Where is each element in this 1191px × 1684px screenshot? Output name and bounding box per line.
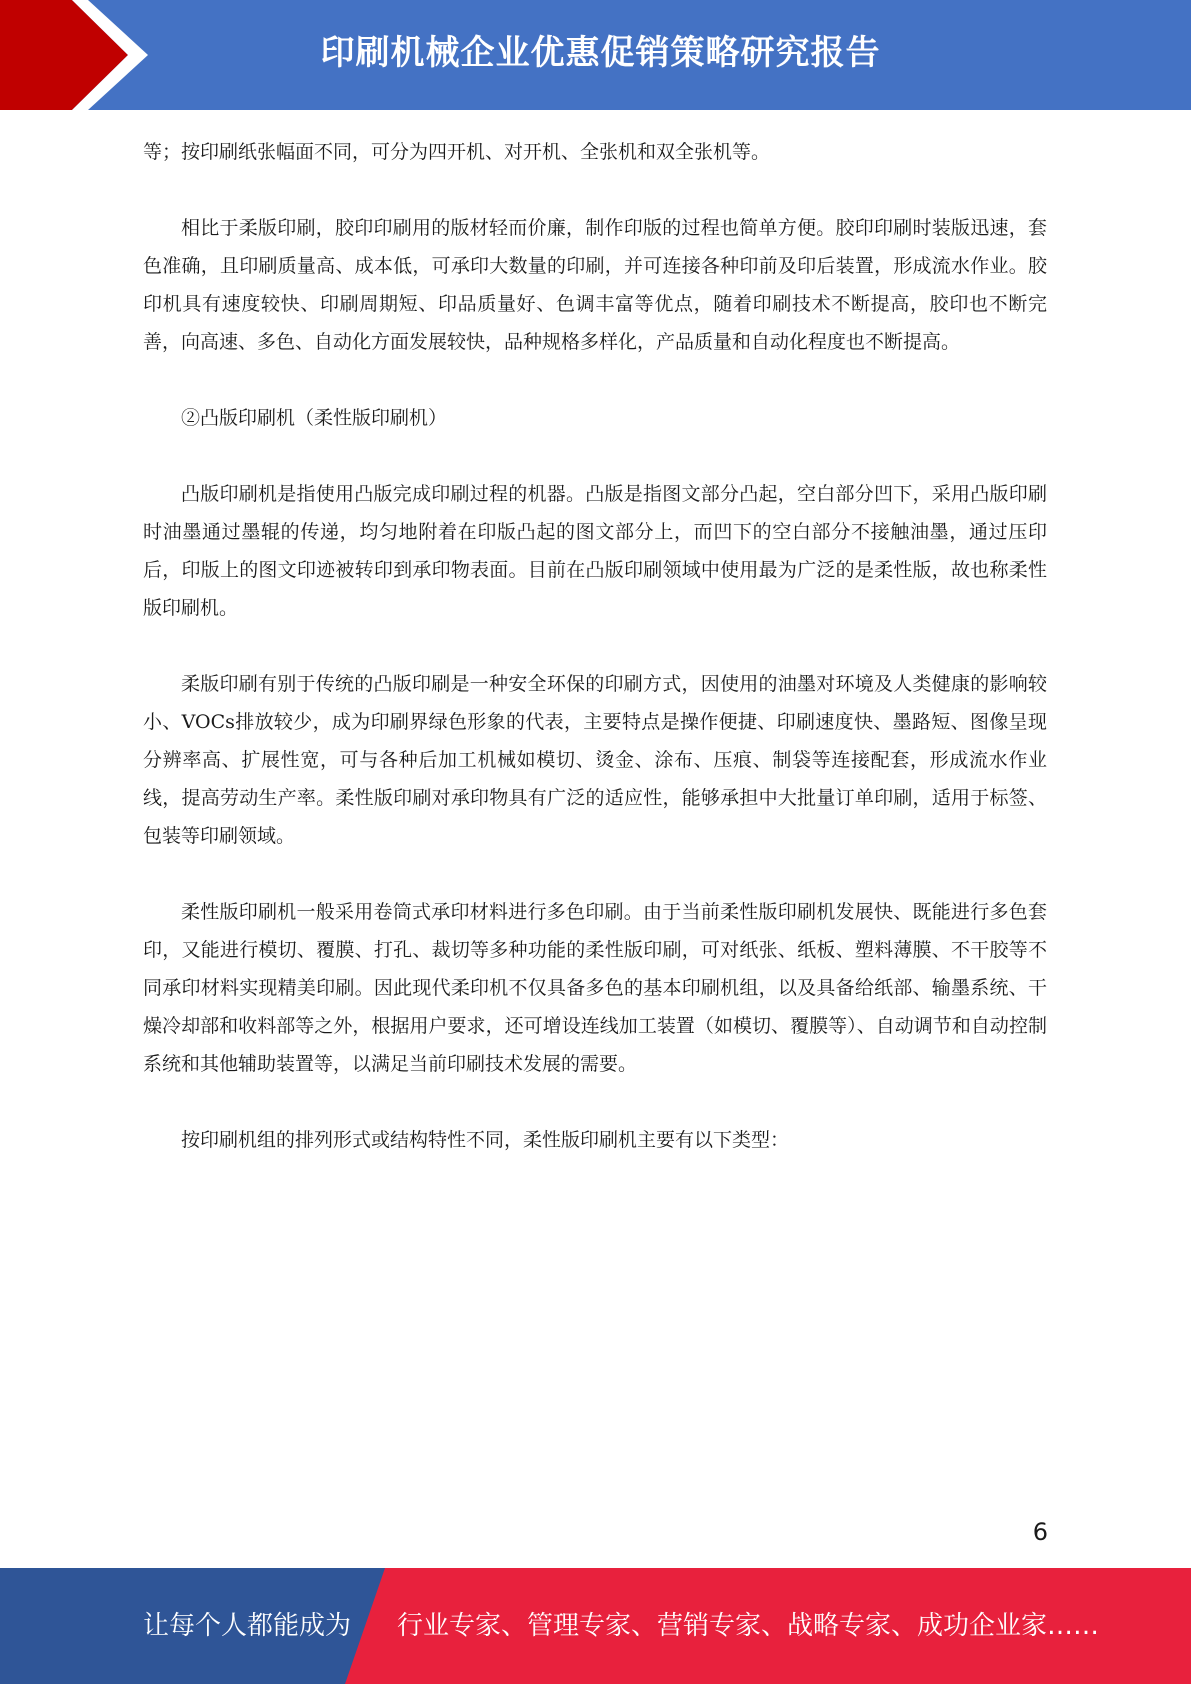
page-number: 6: [1032, 1518, 1048, 1546]
paragraph-offset-printing: 相比于柔版印刷，胶印印刷用的版材轻而价廉，制作印版的过程也简单方便。胶印印刷时装版迅速，套色准确，且印刷质量高、成本低，可承印大数量的印刷，并可连接各种印前及印后装置，形成流水作业。胶印机具有速度较快、印刷周期短、印品质量好、色调丰富等优点，随着印刷技术不断提高，胶印也不断完善，向高速、多色、自动化方面发展较快，品种规格多样化，产品质量和自动化程度也不断提高。: [143, 217, 1047, 353]
document-body: [143, 133, 1047, 1197]
paragraph-letterpress-definition: 凸版印刷机是指使用凸版完成印刷过程的机器。凸版是指图文部分凸起，空白部分凹下，采用凸版印刷时油墨通过墨辊的传递，均匀地附着在印版凸起的图文部分上，而凹下的空白部分不接触油墨，通过压印后，印版上的图文印迹被转印到承印物表面。目前在凸版印刷领域中使用最为广泛的是柔性版，故也称柔性版印刷机。: [143, 483, 1047, 619]
paragraph-flexo-machine: 柔性版印刷机一般采用卷筒式承印材料进行多色印刷。由于当前柔性版印刷机发展快、既能进行多色套印，又能进行模切、覆膜、打孔、裁切等多种功能的柔性版印刷，可对纸张、纸板、塑料薄膜、不干胶等不同承印材料实现精美印刷。因此现代柔印机不仅具备多色的基本印刷机组，以及具备给纸部、输墨系统、干燥冷却部和收料部等之外，根据用户要求，还可增设连线加工装置（如模切、覆膜等）、自动调节和自动控制系统和其他辅助装置等，以满足当前印刷技术发展的需要。: [143, 901, 1047, 1075]
document-title: 印刷机械企业优惠促销策略研究报告: [320, 33, 881, 73]
paragraph-flexo-features: 柔版印刷有别于传统的凸版印刷是一种安全环保的印刷方式，因使用的油墨对环境及人类健康的影响较小、VOCs排放较少，成为印刷界绿色形象的代表，主要特点是操作便捷、印刷速度快、墨路短、图像呈现分辨率高、扩展性宽，可与各种后加工机械如模切、烫金、涂布、压痕、制袋等连接配套，形成流水作业线，提高劳动生产率。柔性版印刷对承印物具有广泛的适应性，能够承担中大批量订单印刷，适用于标签、包装等印刷领域。: [143, 673, 1047, 847]
paragraph-flexo-types: 按印刷机组的排列形式或结构特性不同，柔性版印刷机主要有以下类型：: [181, 1129, 790, 1151]
page-header: [0, 0, 1191, 110]
footer-slogan-right: 行业专家、管理专家、营销专家、战略专家、成功企业家……: [397, 1611, 1100, 1641]
page-footer: [0, 1568, 1191, 1684]
paragraph-continuation: 等；按印刷纸张幅面不同，可分为四开机、对开机、全张机和双全张机等。: [143, 141, 771, 163]
footer-slogan-left: 让每个人都能成为: [143, 1611, 352, 1641]
section-heading-letterpress: ②凸版印刷机（柔性版印刷机）: [181, 407, 448, 429]
